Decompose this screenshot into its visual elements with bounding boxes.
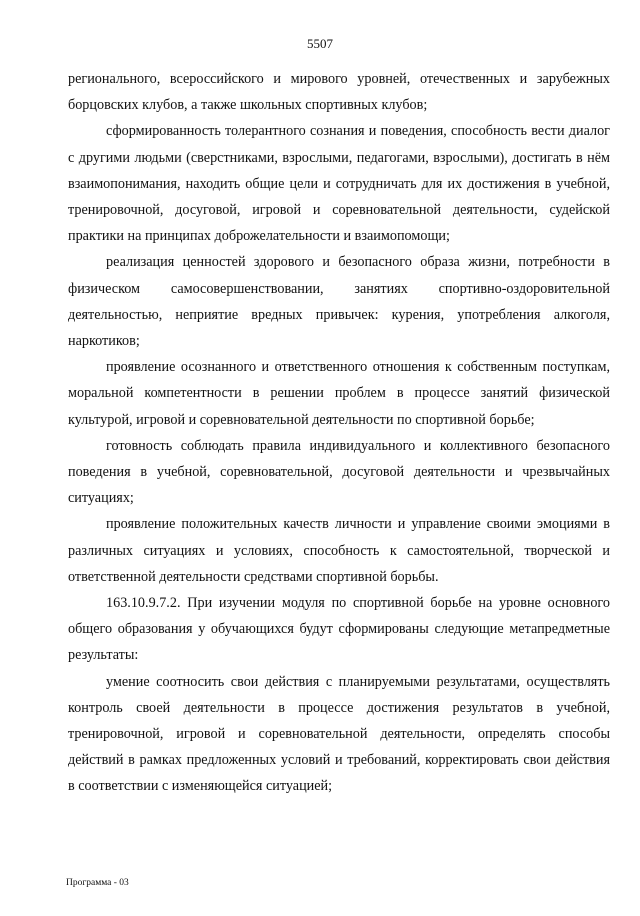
paragraph-continuation: регионального, всероссийского и мирового уровней, отечественных и зарубежных борцовских клубов, а также школьных спортивных клубов; — [68, 71, 610, 114]
page-number: 5507 — [307, 36, 333, 51]
paragraph-tolerance: сформированность толерантного сознания и поведения, способность вести диалог с другими людьми (сверстниками, взрослыми, педагогами, взрослыми), достигать в нём взаимопонимания, находить общие цели и сотрудничать для их достижения в учебной, тренировочной, досуговой, игровой и соревновательной деятельности, судейской практики на принципах доброжелательности и взаимопомощи; — [68, 123, 610, 245]
paragraph-self-control: умение соотносить свои действия с планируемыми результатами, осуществлять контроль своей деятельности в процессе достижения результатов в учебной, тренировочной, игровой и соревновательной деятельности, определять способы действий в рамках предложенных условий и требований, корректировать свои действия в соответствии с изменяющейся ситуацией; — [68, 673, 610, 795]
paragraph-responsibility: проявление осознанного и ответственного отношения к собственным поступкам, моральной компетентности в решении проблем в процессе занятий физической культурой, игровой и соревновательной деятельности по спортивной борьбе; — [68, 359, 610, 428]
page-footer: Программа - 03 — [66, 878, 129, 888]
document-body — [68, 66, 610, 800]
paragraph-safety: готовность соблюдать правила индивидуального и коллективного безопасного поведения в учебной, соревновательной, досуговой деятельности и чрезвычайных ситуациях; — [68, 437, 610, 507]
paragraph-personal-qualities: проявление положительных качеств личности и управление своими эмоциями в различных ситуациях и условиях, способность к самостоятельной, творческой и ответственной деятельности средствами спортивной борьбы. — [68, 516, 610, 585]
paragraph-healthy-lifestyle: реализация ценностей здорового и безопасного образа жизни, потребности в физическом самосовершенствовании, занятиях спортивно-оздоровительной деятельностью, неприятие вредных привычек: курения, употребления алкоголя, наркотиков; — [68, 254, 610, 350]
paragraph-section-163-10-9-7-2: 163.10.9.7.2. При изучении модуля по спортивной борьбе на уровне основного общего образования у обучающихся будут сформированы следующие метапредметные результаты: — [68, 595, 610, 664]
